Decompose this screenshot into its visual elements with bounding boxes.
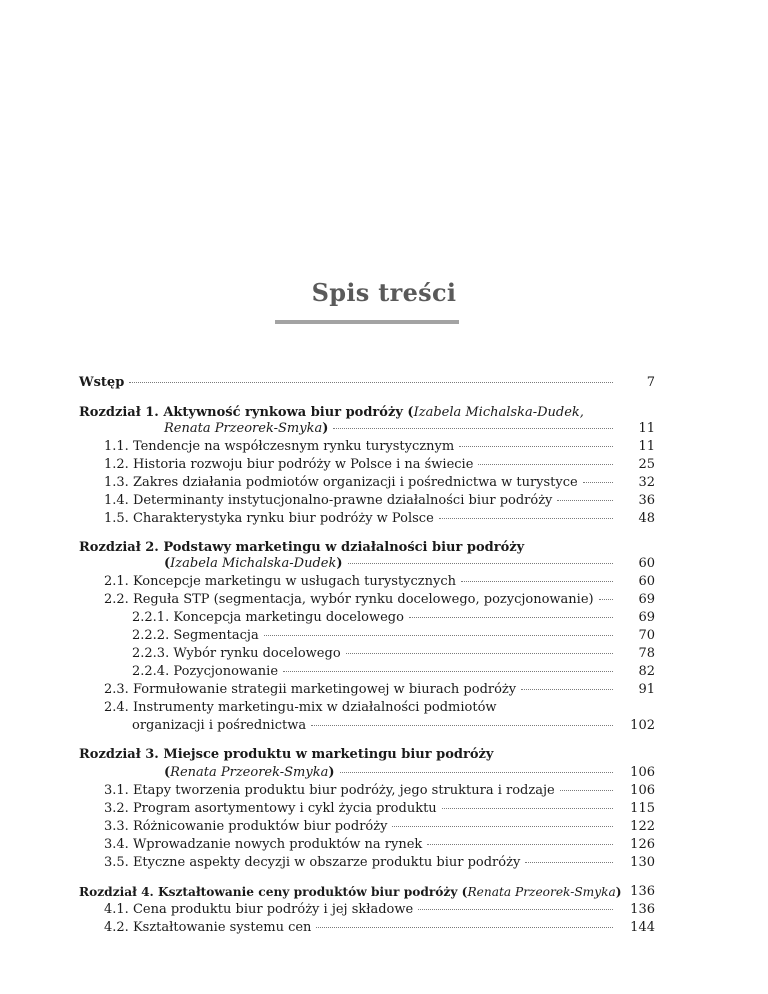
dot-leader bbox=[427, 843, 613, 845]
entry-page: 36 bbox=[638, 493, 655, 508]
toc-entry-2-2-4[interactable] bbox=[0, 663, 768, 681]
chapter-2-page: 60 bbox=[638, 556, 655, 571]
toc-entry-1-4[interactable] bbox=[0, 492, 768, 510]
entry-label: 3.3. Różnicowanie produktów biur podróży bbox=[104, 819, 388, 834]
entry-label: 3.1. Etapy tworzenia produktu biur podróży, jego struktura i rodzaje bbox=[104, 783, 555, 798]
chapter-2-title: Rozdział 2. Podstawy marketingu w działalności biur podróży bbox=[79, 540, 525, 555]
dot-leader bbox=[264, 634, 613, 636]
toc-entry-3-4[interactable] bbox=[0, 836, 768, 854]
dot-leader bbox=[333, 427, 613, 429]
dot-leader bbox=[442, 807, 613, 809]
chapter-4-author: Renata Przeorek-Smyka bbox=[467, 885, 616, 899]
toc-entry-2-3[interactable] bbox=[0, 681, 768, 699]
dot-leader bbox=[311, 724, 613, 726]
entry-page: 102 bbox=[630, 718, 655, 733]
dot-leader bbox=[283, 670, 613, 672]
dot-leader bbox=[557, 499, 613, 501]
title-underline bbox=[275, 320, 459, 324]
toc-entry-4-2[interactable] bbox=[0, 919, 768, 937]
entry-label: Wstęp bbox=[79, 375, 125, 390]
entry-label: 2.4. Instrumenty marketingu-mix w działalności podmiotów bbox=[104, 700, 497, 715]
dot-leader bbox=[409, 616, 613, 618]
entry-page: 126 bbox=[630, 837, 655, 852]
dot-leader bbox=[348, 562, 613, 564]
entry-page: 25 bbox=[638, 457, 655, 472]
dot-leader bbox=[521, 688, 613, 690]
entry-page: 91 bbox=[638, 682, 655, 697]
entry-page: 144 bbox=[630, 920, 655, 935]
dot-leader bbox=[560, 789, 613, 791]
entry-page: 32 bbox=[638, 475, 655, 490]
page-title: Spis treści bbox=[311, 278, 457, 307]
dot-leader bbox=[525, 861, 613, 863]
entry-page: 69 bbox=[638, 610, 655, 625]
entry-page: 82 bbox=[638, 664, 655, 679]
toc-entry-2-2-2[interactable] bbox=[0, 627, 768, 645]
entry-label: 2.2.4. Pozycjonowanie bbox=[132, 664, 279, 679]
toc-entry-1-5[interactable] bbox=[0, 510, 768, 528]
toc-entry-4-1[interactable] bbox=[0, 901, 768, 919]
chapter-1-author-2: Renata Przeorek-Smyka bbox=[164, 421, 323, 436]
chapter-3-title: Rozdział 3. Miejsce produktu w marketingu biur podróży bbox=[79, 747, 494, 762]
chapter-1-author-1: Izabela Michalska-Dudek, bbox=[413, 405, 584, 420]
entry-label: 1.3. Zakres działania podmiotów organizacji i pośrednictwa w turystyce bbox=[104, 475, 578, 490]
toc-entry-2-4-line1[interactable] bbox=[0, 699, 768, 717]
dot-leader bbox=[129, 381, 613, 383]
chapter-3-author: Renata Przeorek-Smyka bbox=[170, 765, 329, 780]
dot-leader bbox=[340, 771, 613, 773]
entry-label: 2.2.2. Segmentacja bbox=[132, 628, 259, 643]
entry-page: 78 bbox=[638, 646, 655, 661]
entry-label: 3.5. Etyczne aspekty decyzji w obszarze produktu biur podróży bbox=[104, 855, 521, 870]
entry-label: 2.1. Koncepcje marketingu w usługach turystycznych bbox=[104, 574, 457, 589]
entry-page: 60 bbox=[638, 574, 655, 589]
chapter-1-author-close: ) bbox=[322, 421, 329, 436]
toc-entry-3-1[interactable] bbox=[0, 782, 768, 800]
chapter-4-title: Rozdział 4. Kształtowanie ceny produktów biur podróży bbox=[79, 885, 458, 899]
toc-entry-1-3[interactable] bbox=[0, 474, 768, 492]
toc-entry-ch2-author[interactable]: (Izabela Michalska-Dudek) 60 bbox=[164, 556, 655, 571]
entry-page: 48 bbox=[638, 511, 655, 526]
entry-label: 2.2.1. Koncepcja marketingu docelowego bbox=[132, 610, 404, 625]
chapter-4-page: 136 bbox=[630, 884, 655, 899]
dot-leader bbox=[418, 908, 613, 910]
entry-label-continued: organizacji i pośrednictwa bbox=[132, 718, 307, 733]
toc-entry-1-1[interactable] bbox=[0, 438, 768, 456]
dot-leader bbox=[461, 580, 613, 582]
entry-label: 1.4. Determinanty instytucjonalno-prawne działalności biur podróży bbox=[104, 493, 553, 508]
entry-page: 106 bbox=[630, 783, 655, 798]
toc-entry-ch1-author[interactable] bbox=[0, 420, 768, 438]
toc-entry-2-2-1[interactable] bbox=[0, 609, 768, 627]
entry-page: 69 bbox=[638, 592, 655, 607]
entry-page: 115 bbox=[630, 801, 655, 816]
entry-label: 2.2.3. Wybór rynku docelowego bbox=[132, 646, 341, 661]
entry-page: 136 bbox=[630, 902, 655, 917]
toc-entry-2-4-line2[interactable] bbox=[0, 717, 768, 735]
entry-label: 2.3. Formułowanie strategii marketingowej w biurach podróży bbox=[104, 682, 517, 697]
toc-entry-3-3[interactable] bbox=[0, 818, 768, 836]
chapter-1-title: Rozdział 1. Aktywność rynkowa biur podróży bbox=[79, 405, 403, 420]
entry-page: 70 bbox=[638, 628, 655, 643]
entry-label: 3.4. Wprowadzanie nowych produktów na rynek bbox=[104, 837, 423, 852]
toc-entry-2-2[interactable] bbox=[0, 591, 768, 609]
chapter-1-page: 11 bbox=[638, 421, 655, 436]
toc-entry-3-2[interactable] bbox=[0, 800, 768, 818]
dot-leader bbox=[346, 652, 613, 654]
dot-leader bbox=[599, 598, 613, 600]
toc-entry-ch4[interactable]: Rozdział 4. Kształtowanie ceny produktów biur podróży (Renata Przeorek-Smyka) 136 bbox=[79, 884, 655, 899]
toc-entry-ch3-author[interactable]: (Renata Przeorek-Smyka) 106 bbox=[164, 765, 655, 780]
toc-entry-1-2[interactable] bbox=[0, 456, 768, 474]
toc-entry-wstep[interactable] bbox=[0, 374, 768, 392]
entry-page: 130 bbox=[630, 855, 655, 870]
chapter-1-author-open: ( bbox=[407, 405, 414, 420]
toc-entry-2-2-3[interactable] bbox=[0, 645, 768, 663]
toc-entry-3-5[interactable] bbox=[0, 854, 768, 872]
dot-leader bbox=[583, 481, 613, 483]
entry-label: 4.1. Cena produktu biur podróży i jej składowe bbox=[104, 902, 414, 917]
dot-leader bbox=[478, 463, 613, 465]
dot-leader bbox=[316, 926, 613, 928]
dot-leader bbox=[392, 825, 613, 827]
toc-entry-2-1[interactable] bbox=[0, 573, 768, 591]
entry-label: 4.2. Kształtowanie systemu cen bbox=[104, 920, 312, 935]
dot-leader bbox=[439, 517, 613, 519]
entry-page: 11 bbox=[638, 439, 655, 454]
entry-label: 1.2. Historia rozwoju biur podróży w Polsce i na świecie bbox=[104, 457, 474, 472]
chapter-2-author: Izabela Michalska-Dudek bbox=[170, 556, 337, 571]
dot-leader bbox=[459, 445, 613, 447]
entry-label: 1.5. Charakterystyka rynku biur podróży w Polsce bbox=[104, 511, 434, 526]
entry-page: 7 bbox=[646, 375, 655, 390]
chapter-3-heading[interactable] bbox=[79, 746, 493, 764]
entry-page: 122 bbox=[630, 819, 655, 834]
entry-label: 3.2. Program asortymentowy i cykl życia produktu bbox=[104, 801, 437, 816]
entry-label: 2.2. Reguła STP (segmentacja, wybór rynku docelowego, pozycjonowanie) bbox=[104, 592, 594, 607]
entry-label: 1.1. Tendencje na współczesnym rynku turystycznym bbox=[104, 439, 455, 454]
chapter-3-page: 106 bbox=[630, 765, 655, 780]
